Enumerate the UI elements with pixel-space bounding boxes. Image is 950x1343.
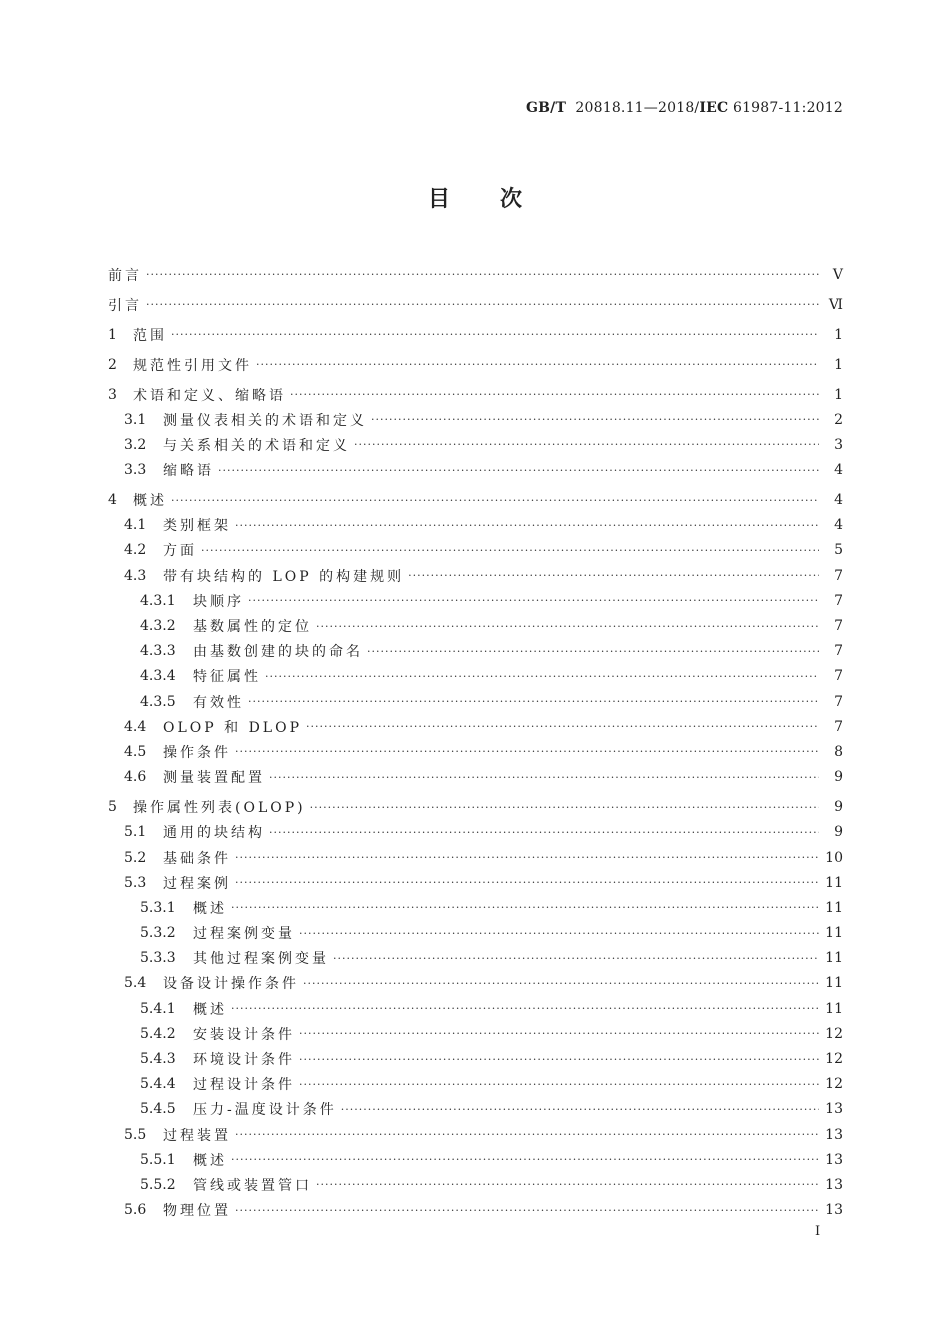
toc-entry-number: 4.3.1 xyxy=(140,592,176,609)
toc-entry[interactable] xyxy=(108,262,843,287)
dot-leader xyxy=(269,771,819,784)
toc-entry[interactable] xyxy=(108,613,843,638)
toc-entry[interactable] xyxy=(108,1072,843,1097)
toc-entry[interactable] xyxy=(108,538,843,563)
toc-entry-number: 3 xyxy=(108,386,117,403)
toc-entry-title: 管线或装置管口 xyxy=(193,1177,312,1194)
toc-entry-page: 12 xyxy=(825,1051,843,1067)
toc-entry-page: 8 xyxy=(834,743,843,760)
toc-entry-title: 类别框架 xyxy=(163,518,231,535)
toc-entry-number: 5.4.5 xyxy=(140,1101,176,1118)
toc-entry-title: 过程案例变量 xyxy=(193,926,295,943)
toc-entry[interactable] xyxy=(108,820,843,845)
toc-entry[interactable] xyxy=(108,322,843,347)
toc-entry-title: 压力-温度设计条件 xyxy=(193,1102,337,1119)
toc-entry-number: 5.3.3 xyxy=(140,950,176,967)
dot-leader xyxy=(235,1204,819,1217)
toc-entry-number: 4.5 xyxy=(124,743,147,760)
toc-entry-page: 13 xyxy=(825,1101,843,1118)
dot-leader xyxy=(316,1178,819,1191)
toc-entry-title: 概述 xyxy=(193,1152,227,1169)
toc-entry-number: 5 xyxy=(108,799,117,816)
toc-entry-page: 11 xyxy=(825,975,843,992)
dot-leader xyxy=(265,670,819,683)
dot-leader xyxy=(201,544,819,557)
toc-entry-page: 7 xyxy=(834,567,843,584)
dot-leader xyxy=(231,901,819,914)
toc-entry[interactable] xyxy=(108,971,843,996)
toc-entry[interactable] xyxy=(108,664,843,689)
toc-entry-page: 2 xyxy=(834,411,843,428)
toc-entry[interactable] xyxy=(108,352,843,377)
toc-entry-number: 4.3.5 xyxy=(140,693,176,710)
toc-entry-title: 测量仪表相关的术语和定义 xyxy=(163,412,367,429)
toc-entry-page: 11 xyxy=(825,899,843,916)
toc-entry-number: 4.6 xyxy=(124,769,147,786)
dot-leader xyxy=(299,1027,819,1040)
toc-entry-page: 4 xyxy=(834,492,843,509)
toc-entry-title: 规范性引用文件 xyxy=(133,357,252,374)
toc-entry-title: 通用的块结构 xyxy=(163,825,265,842)
toc-entry[interactable] xyxy=(108,407,843,432)
toc-entry-title: 有效性 xyxy=(193,694,244,711)
toc-entry-page: 4 xyxy=(834,462,843,479)
toc-entry[interactable] xyxy=(108,1097,843,1122)
toc-entry[interactable] xyxy=(108,714,843,739)
toc-entry[interactable] xyxy=(108,487,843,512)
toc-entry-number: 5.2 xyxy=(124,849,147,866)
toc-entry-number: 5.5.2 xyxy=(140,1176,176,1193)
toc-entry-page: 9 xyxy=(834,824,843,841)
dot-leader xyxy=(408,569,819,582)
page-title: 目次 xyxy=(427,186,572,212)
toc-entry[interactable] xyxy=(108,870,843,895)
toc-entry-title: 引言 xyxy=(108,297,142,314)
toc-entry[interactable] xyxy=(108,382,843,407)
dot-leader xyxy=(299,1053,819,1066)
toc-entry-title: 过程设计条件 xyxy=(193,1077,295,1094)
toc-entry-page: 7 xyxy=(834,718,843,735)
toc-entry-page: 13 xyxy=(825,1202,843,1219)
toc-entry-number: 5.4.3 xyxy=(140,1051,176,1067)
dot-leader xyxy=(248,695,819,708)
toc-entry[interactable] xyxy=(108,996,843,1021)
toc-entry-number: 5.3 xyxy=(124,874,147,891)
toc-entry-title: 环境设计条件 xyxy=(193,1052,295,1068)
dot-leader xyxy=(235,851,819,864)
dot-leader xyxy=(333,952,819,965)
toc-entry-title: 与关系相关的术语和定义 xyxy=(163,437,350,454)
dot-leader xyxy=(171,328,819,341)
toc-entry-title: 概述 xyxy=(133,493,167,510)
toc-entry[interactable] xyxy=(108,563,843,588)
toc-entry-page: 12 xyxy=(825,1076,843,1093)
page-number: I xyxy=(815,1224,821,1239)
toc-entry-page: 11 xyxy=(825,1000,843,1017)
dot-leader xyxy=(218,464,819,477)
toc-entry-title: 安装设计条件 xyxy=(193,1026,295,1043)
toc-entry-page: 1 xyxy=(834,326,843,343)
dot-leader xyxy=(256,358,819,371)
toc-entry-number: 4.3.3 xyxy=(140,643,176,660)
toc-entry-number: 2 xyxy=(108,356,117,373)
toc-entry-page: 13 xyxy=(825,1176,843,1193)
dot-leader xyxy=(371,413,819,426)
toc-entry-title: 概述 xyxy=(193,900,227,917)
toc-entry-page: 12 xyxy=(825,1025,843,1042)
toc-entry[interactable] xyxy=(108,292,843,317)
toc-entry-title: 其他过程案例变量 xyxy=(193,951,329,968)
toc-entry[interactable] xyxy=(108,689,843,714)
toc-entry-page: 11 xyxy=(825,950,843,967)
toc-entry-number: 5.4.1 xyxy=(140,1000,176,1017)
toc-entry-number: 1 xyxy=(108,326,117,343)
dot-leader xyxy=(235,1128,819,1141)
toc-entry[interactable] xyxy=(108,1172,843,1197)
dot-leader xyxy=(290,388,819,401)
toc-entry-page: 1 xyxy=(834,356,843,373)
toc-entry-number: 5.4.4 xyxy=(140,1076,176,1093)
toc-entry-number: 4.2 xyxy=(124,542,147,559)
toc-entry-page: 7 xyxy=(834,592,843,609)
toc-entry-number: 4.3.2 xyxy=(140,618,176,635)
toc-entry[interactable] xyxy=(108,739,843,764)
toc-entry[interactable] xyxy=(108,765,843,790)
dot-leader xyxy=(231,1153,819,1166)
dot-leader xyxy=(171,494,819,507)
iec-label: IEC xyxy=(699,100,729,116)
toc-entry[interactable] xyxy=(108,1021,843,1046)
standard-code: GB/T xyxy=(525,100,567,116)
toc-entry[interactable] xyxy=(108,920,843,945)
toc-entry-number: 5.5 xyxy=(124,1126,147,1143)
toc-entry[interactable] xyxy=(108,895,843,920)
toc-entry-page: 9 xyxy=(834,799,843,816)
toc-entry-title: 方面 xyxy=(163,543,197,560)
toc-entry-number: 5.4 xyxy=(124,975,147,992)
toc-entry[interactable] xyxy=(108,946,843,971)
toc-entry-title: OLOP 和 DLOP xyxy=(163,719,302,736)
toc-entry[interactable] xyxy=(108,1147,843,1172)
dot-leader xyxy=(269,826,819,839)
toc-entry-title: 特征属性 xyxy=(193,669,261,686)
toc-entry-page: 7 xyxy=(834,668,843,685)
toc-entry-number: 5.4.2 xyxy=(140,1025,176,1042)
toc-entry[interactable] xyxy=(108,513,843,538)
toc-entry-number: 4.3 xyxy=(124,567,147,584)
toc-entry-title: 范围 xyxy=(133,327,167,344)
toc-entry[interactable] xyxy=(108,432,843,457)
toc-entry-title: 带有块结构的 LOP 的构建规则 xyxy=(163,568,405,585)
toc-entry-title: 基数属性的定位 xyxy=(193,619,312,636)
document-code-header xyxy=(526,100,843,116)
toc-entry[interactable] xyxy=(108,845,843,870)
toc-entry-title: 基础条件 xyxy=(163,850,231,867)
toc-entry-title: 过程装置 xyxy=(163,1127,231,1144)
dot-leader xyxy=(310,801,819,814)
toc-entry[interactable] xyxy=(108,795,843,820)
toc-entry-title: 过程案例 xyxy=(163,875,231,892)
dot-leader xyxy=(306,720,819,733)
toc-entry-page: 13 xyxy=(825,1151,843,1168)
dot-leader xyxy=(299,927,819,940)
toc-entry-page: 7 xyxy=(834,693,843,710)
toc-entry-title: 缩略语 xyxy=(163,463,214,480)
toc-entry-page: 1 xyxy=(834,386,843,403)
toc-entry-number: 5.6 xyxy=(124,1202,147,1219)
toc-entry-page: 9 xyxy=(834,769,843,786)
table-of-contents xyxy=(108,262,843,1223)
dot-leader xyxy=(367,645,819,658)
toc-entry[interactable] xyxy=(108,458,843,483)
toc-entry-title: 块顺序 xyxy=(193,593,244,610)
dot-leader xyxy=(235,519,819,532)
toc-entry-number: 4.3.4 xyxy=(140,668,176,685)
toc-entry-number: 3.3 xyxy=(124,462,147,479)
toc-entry-title: 前言 xyxy=(108,267,142,284)
dot-leader xyxy=(299,1078,819,1091)
toc-entry-page: Ⅵ xyxy=(828,296,843,313)
toc-entry-number: 4.4 xyxy=(124,718,147,735)
dot-leader xyxy=(303,977,819,990)
toc-entry[interactable] xyxy=(108,1122,843,1147)
toc-entry[interactable] xyxy=(108,639,843,664)
standard-number: 20818.11—2018/ xyxy=(575,100,700,116)
dot-leader xyxy=(235,876,819,889)
toc-entry-page: 7 xyxy=(834,643,843,660)
toc-entry[interactable] xyxy=(108,1046,843,1071)
toc-entry-title: 概述 xyxy=(193,1001,227,1018)
dot-leader xyxy=(354,438,819,451)
toc-entry-page: 11 xyxy=(825,874,843,891)
dot-leader xyxy=(146,268,819,281)
toc-entry-number: 5.3.1 xyxy=(140,899,176,916)
toc-entry-number: 3.1 xyxy=(124,411,147,428)
dot-leader xyxy=(146,298,819,311)
toc-entry-page: 7 xyxy=(834,618,843,635)
toc-entry-title: 设备设计操作条件 xyxy=(163,976,299,993)
dot-leader xyxy=(235,745,819,758)
toc-entry-title: 物理位置 xyxy=(163,1203,231,1220)
toc-entry-number: 5.3.2 xyxy=(140,925,176,942)
toc-entry-page: 5 xyxy=(834,542,843,559)
toc-entry-number: 4.1 xyxy=(124,517,147,534)
toc-entry-number: 5.1 xyxy=(124,824,147,841)
toc-entry-title: 测量装置配置 xyxy=(163,770,265,787)
toc-entry-page: 13 xyxy=(825,1126,843,1143)
dot-leader xyxy=(231,1002,819,1015)
iec-number: 61987-11:2012 xyxy=(732,100,843,116)
toc-entry-title: 由基数创建的块的命名 xyxy=(193,644,363,661)
toc-entry[interactable] xyxy=(108,588,843,613)
toc-entry-page: 3 xyxy=(834,436,843,453)
dot-leader xyxy=(316,620,819,633)
toc-entry-number: 4 xyxy=(108,492,117,509)
toc-entry-number: 5.5.1 xyxy=(140,1151,176,1168)
dot-leader xyxy=(341,1103,819,1116)
toc-entry-title: 操作条件 xyxy=(163,744,231,761)
toc-entry[interactable] xyxy=(108,1198,843,1223)
toc-entry-page: Ⅴ xyxy=(832,266,843,283)
toc-entry-page: 11 xyxy=(825,925,843,942)
toc-entry-title: 术语和定义、缩略语 xyxy=(133,387,286,404)
toc-entry-page: 10 xyxy=(825,849,843,866)
toc-entry-page: 4 xyxy=(834,517,843,534)
dot-leader xyxy=(248,594,819,607)
toc-entry-number: 3.2 xyxy=(124,436,147,453)
toc-entry-title: 操作属性列表(OLOP) xyxy=(133,800,306,817)
